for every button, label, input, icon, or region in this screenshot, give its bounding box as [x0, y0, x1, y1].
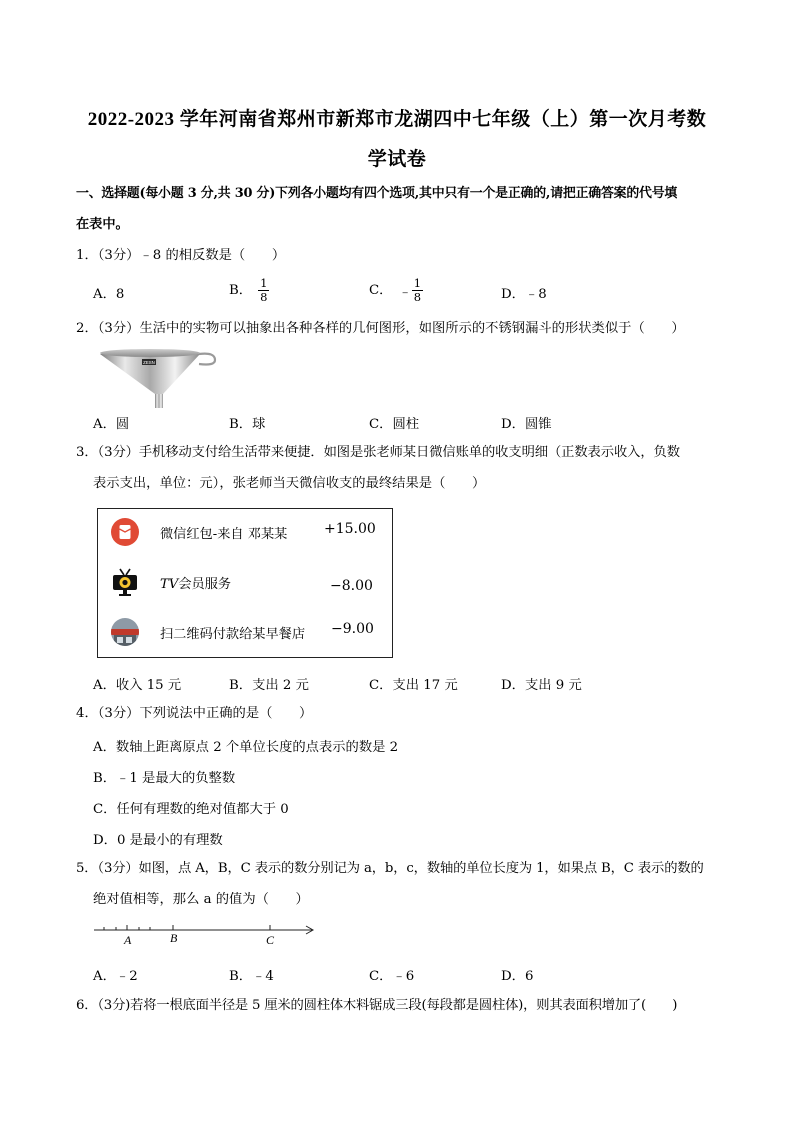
q3-option-d: D．支出 9 元	[501, 678, 582, 693]
statement-row	[98, 612, 392, 652]
q3-option-c: C．支出 17 元	[369, 678, 458, 693]
exam-title-line1: 2022-2023 学年河南省郑州市新郑市龙湖四中七年级（上）第一次月考数	[87, 109, 707, 130]
funnel-image	[97, 344, 219, 410]
q5-option-d: D．6	[501, 969, 534, 984]
q1-option-a: A．8	[93, 287, 125, 302]
q1-options	[93, 276, 713, 304]
q5-option-c: C．﹣6	[369, 969, 415, 984]
q1-option-c	[369, 277, 423, 304]
fraction-numerator: 1	[260, 276, 268, 290]
statement-row-amount: +15.00	[324, 521, 376, 537]
q5-stem	[76, 853, 726, 915]
q1-stem: 1．（3分）﹣8 的相反数是（ ）	[76, 248, 286, 263]
q2-option-b: B．球	[229, 417, 266, 432]
q1-option-b-fraction	[258, 277, 269, 304]
statement-row	[98, 512, 392, 552]
q5-option-b: B．﹣4	[229, 969, 274, 984]
tv-icon	[110, 567, 140, 597]
number-line	[92, 918, 320, 950]
q5-options	[93, 965, 713, 989]
fraction-denominator: 8	[413, 290, 422, 304]
fraction-numerator: 1	[413, 276, 422, 290]
point-c-label: C	[266, 933, 275, 947]
section-line2: 在表中。	[76, 217, 129, 232]
q2-stem: 2．（3分）生活中的实物可以抽象出各种各样的几何图形，如图所示的不锈钢漏斗的形状类似于（ ）	[76, 321, 685, 336]
q1-option-b	[229, 277, 269, 304]
q3-stem	[76, 437, 726, 499]
q2-option-c: C．圆柱	[369, 417, 420, 432]
statement-row-amount: −9.00	[331, 621, 374, 637]
q6-stem: 6．（3分)若将一根底面半径是 5 厘米的圆柱体木料锯成三段(每段都是圆柱体)，则其表面积增加了( )	[76, 998, 678, 1013]
q4-option-b: B．﹣1 是最大的负整数	[93, 771, 236, 786]
q2-option-d: D．圆锥	[501, 417, 552, 432]
q4-stem: 4．（3分）下列说法中正确的是（ ）	[76, 706, 313, 721]
wechat-statement	[97, 508, 393, 658]
section-instructions	[76, 178, 726, 240]
tv-prefix: TV	[160, 577, 179, 592]
statement-row-amount: −8.00	[330, 578, 373, 594]
q1-option-d: D．﹣8	[501, 287, 547, 302]
q4-option-d: D．0 是最小的有理数	[93, 833, 223, 848]
statement-row-label: 扫二维码付款给某早餐店	[160, 627, 306, 642]
q1-option-b-prefix: B．	[229, 283, 253, 298]
fraction-denominator: 8	[260, 290, 268, 304]
q4-option-a: A．数轴上距离原点 2 个单位长度的点表示的数是 2	[93, 740, 399, 755]
funnel-brand-label: ZESN	[143, 359, 155, 365]
q3-option-a: A．收入 15 元	[93, 678, 182, 693]
statement-row-label: 微信红包-来自 邓某某	[160, 527, 288, 542]
point-a-label: A	[124, 933, 132, 947]
q2-option-a: A．圆	[93, 417, 130, 432]
q4-option-c: C．任何有理数的绝对值都大于 0	[93, 802, 289, 817]
q5-stem-line1: 5．（3分）如图，点 A，B，C 表示的数分别记为 a，b，c，数轴的单位长度为 1，如果点 B，C 表示的数的	[76, 861, 704, 876]
q5-option-a: A．﹣2	[93, 969, 138, 984]
shop-icon	[110, 617, 140, 647]
statement-row	[98, 562, 392, 602]
q3-stem-line2: 表示支出，单位：元），张老师当天微信收支的最终结果是（ ）	[93, 476, 486, 491]
q3-stem-line1: 3．（3分）手机移动支付给生活带来便捷．如图是张老师某日微信账单的收支明细（正数表示收入，负数	[76, 445, 680, 460]
exam-title-line2: 学试卷	[367, 149, 427, 170]
q1-option-c-sign: ﹣	[398, 285, 412, 300]
q1-option-c-prefix: C．	[369, 283, 393, 298]
red-packet-icon	[110, 517, 140, 547]
q2-options	[93, 413, 713, 437]
statement-row-label	[160, 573, 231, 592]
q3-options	[93, 674, 713, 698]
section-line1: 一、选择题(每小题 3 分,共 30 分)下列各小题均有四个选项,其中只有一个是正确的,请把正确答案的代号填	[76, 186, 678, 201]
tv-label: 会员服务	[178, 577, 232, 592]
q3-option-b: B．支出 2 元	[229, 678, 309, 693]
point-b-label: B	[170, 931, 178, 945]
q5-stem-line2: 绝对值相等，那么 a 的值为（ ）	[93, 892, 309, 907]
q1-option-c-fraction	[412, 277, 423, 304]
